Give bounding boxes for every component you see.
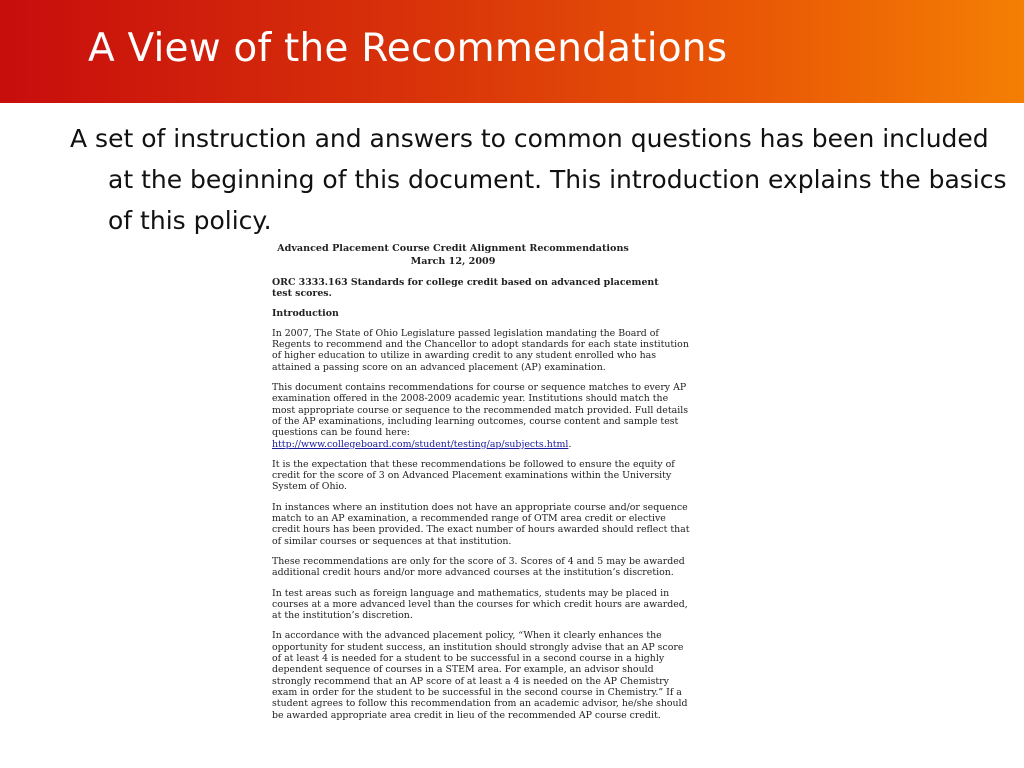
slide-title: A View of the Recommendations (88, 26, 728, 71)
document-paragraph-1: In 2007, The State of Ohio Legislature passed legislation mandating the Board of Regents to recommend and the Chancellor to adopt standards for each state institution of higher education to utilize in awarding credit to any student enrolled who has attained a passing score on an advanced placement (AP) examination. (272, 327, 689, 373)
document-paragraph-2-text: This document contains recommendations for course or sequence matches to every AP examination offered in the 2008-2009 academic year. Institutions should match the most appropriate course or sequence to the recommended match provided. Full details of the AP examinations, including learning outcomes, course content and sample test questions can be found here: (272, 382, 689, 439)
document-paragraph-7: In accordance with the advanced placement policy, “When it clearly enhances the opportunity for student success, an institution should strongly advise that an AP score of at least 4 is needed for a student to be successful in a second course in a highly dependent sequence of courses in a STEM area. For example, an advisor should strongly recommend that an AP score of at least a 4 is needed on the AP Chemistry exam in order for the student to be successful in the second course in Chemistry.” If a student agrees to follow this recommendation from an academic advisor, he/she should be awarded appropriate area credit in lieu of the recommended AP course credit. (272, 630, 688, 721)
document-intro-heading: Introduction (272, 307, 339, 319)
collegeboard-link[interactable]: http://www.collegeboard.com/student/testing/ap/subjects.html (272, 438, 569, 450)
document-paragraph-4: In instances where an institution does not have an appropriate course and/or sequence match to an AP examination, a recommended range of OTM area credit or elective credit hours has been provided. The exact number of hours awarded should reflect that of similar courses or sequences at that institution. (272, 501, 690, 547)
document-excerpt (272, 243, 692, 768)
document-paragraph-2-end: . (568, 438, 572, 450)
document-title: Advanced Placement Course Credit Alignment Recommendations (277, 243, 629, 254)
document-paragraph-2 (272, 382, 692, 450)
document-paragraph-3: It is the expectation that these recommendations be followed to ensure the equity of credit for the score of 3 on Advanced Placement examinations within the University System of Ohio. (272, 458, 675, 493)
slide-bullet-text: A set of instruction and answers to common questions has been included at the beginning of this document. This introduction explains the basics of this policy. (70, 124, 1007, 235)
document-paragraph-5: These recommendations are only for the score of 3. Scores of 4 and 5 may be awarded additional credit hours and/or more advanced courses at the institution’s discretion. (272, 555, 685, 579)
document-paragraph-6: In test areas such as foreign language and mathematics, students may be placed in courses at a more advanced level than the courses for which credit hours are awarded, at the institution’s discretion. (272, 587, 688, 622)
document-date: March 12, 2009 (410, 255, 496, 267)
document-orc-heading: ORC 3333.163 Standards for college credit based on advanced placement test scores. (272, 277, 659, 300)
